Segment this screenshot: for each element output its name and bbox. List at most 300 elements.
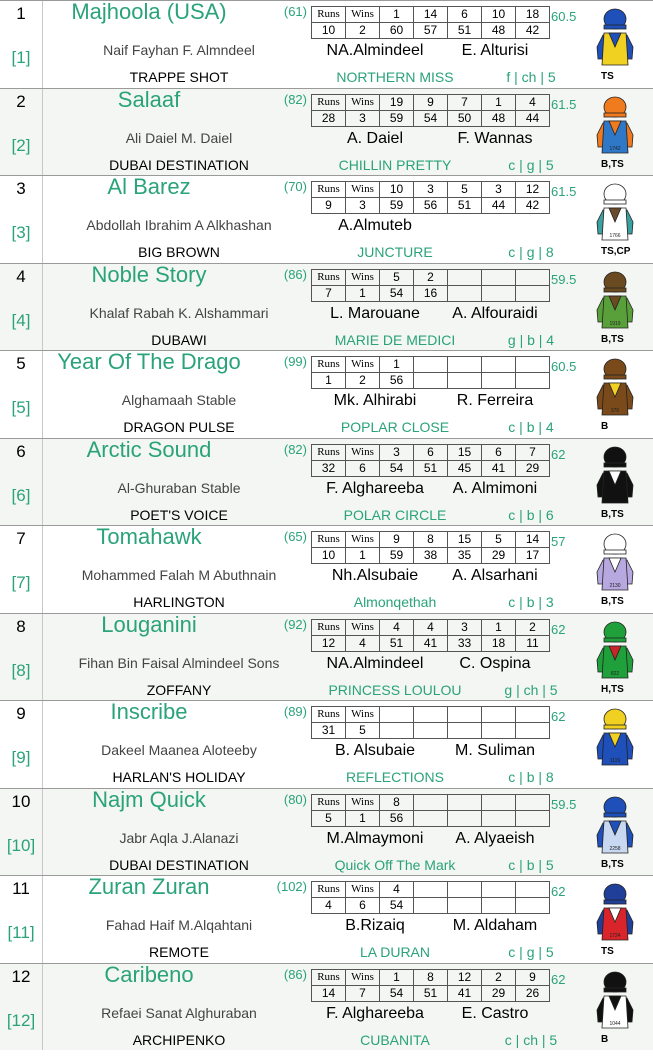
form-cell: 4	[516, 94, 550, 110]
form-cell	[414, 357, 448, 373]
horse-rating: (65)	[283, 529, 307, 544]
form-table-top-row	[312, 794, 550, 810]
carried-weight: 60.5	[551, 9, 577, 24]
sire-name: HARLINGTON	[133, 594, 225, 610]
draw-number: [9]	[11, 748, 31, 767]
runs-label: Runs	[312, 94, 346, 110]
runner-number: 1	[16, 4, 26, 23]
jockey-silk-icon	[593, 7, 637, 69]
form-cell	[482, 898, 516, 914]
runs-value: 7	[312, 285, 346, 301]
form-cell: 41	[414, 635, 448, 651]
sex-color-age: c | g | 8	[508, 244, 554, 260]
wins-value: 3	[346, 198, 380, 214]
owner-name: Fahad Haif M.Alqahtani	[105, 917, 253, 933]
form-cell	[516, 898, 550, 914]
trainer-name[interactable]: E. Castro	[461, 1004, 529, 1022]
form-cell	[448, 810, 482, 826]
sex-color-age: c | b | 5	[508, 856, 554, 873]
jockey-silk-icon	[593, 182, 637, 244]
runner-row[interactable]	[0, 963, 653, 1051]
runner-row[interactable]	[0, 263, 653, 351]
jockey-silk-icon	[593, 970, 637, 1032]
trainer-name[interactable]: E. Alturisi	[461, 42, 529, 59]
dam-name: MARIE DE MEDICI	[334, 331, 456, 348]
form-cell: 56	[380, 810, 414, 826]
horse-rating: (82)	[283, 441, 307, 457]
form-cell: 41	[448, 985, 482, 1001]
sire-name: ARCHIPENKO	[132, 1031, 226, 1048]
form-cell: 33	[448, 635, 482, 651]
jockey-silk-icon	[593, 707, 637, 769]
sex-color-age: c | b | 3	[508, 594, 554, 610]
form-cell: 3	[482, 182, 516, 198]
jockey-silk-icon	[593, 270, 637, 332]
runner-row[interactable]	[0, 175, 653, 263]
horse-rating: (80)	[283, 791, 307, 807]
wins-label: Wins	[346, 7, 380, 23]
horse-name[interactable]: Arctic Sound	[86, 436, 212, 462]
wins-value: 6	[346, 460, 380, 476]
carried-weight: 62	[551, 884, 566, 899]
form-cell: 44	[516, 110, 550, 126]
form-table-top-row	[312, 182, 550, 198]
form-table-bottom-row	[312, 460, 550, 476]
trainer-name[interactable]: A. Alfouraidi	[452, 304, 538, 322]
wins-label: Wins	[346, 444, 380, 460]
form-table-top-row	[312, 7, 550, 23]
wins-label: Wins	[346, 619, 380, 635]
form-cell	[414, 707, 448, 723]
silk-number: 1766	[609, 233, 621, 239]
jockey-silk-icon	[593, 532, 637, 594]
form-cell	[516, 373, 550, 389]
equipment-code: H,TS	[601, 683, 624, 695]
jockey-name[interactable]: NA.Almindeel	[326, 654, 424, 672]
owner-name: Fihan Bin Faisal Almindeel Sons	[78, 654, 280, 671]
runs-label: Runs	[312, 182, 346, 198]
wins-label: Wins	[346, 794, 380, 810]
form-cell: 29	[482, 548, 516, 564]
jockey-name[interactable]: M.Almaymoni	[326, 829, 424, 847]
runs-label: Runs	[312, 357, 346, 373]
form-cell	[448, 357, 482, 373]
draw-number: [2]	[11, 135, 31, 155]
wins-value: 5	[346, 723, 380, 739]
runs-label: Runs	[312, 7, 346, 23]
jockey-name[interactable]: A. Daiel	[346, 129, 404, 147]
form-table-bottom-row	[312, 23, 550, 39]
draw-number: [3]	[11, 223, 31, 242]
form-table	[311, 356, 550, 389]
sex-color-age: c | b | 8	[508, 769, 554, 785]
trainer-name[interactable]: R. Ferreira	[456, 392, 534, 409]
form-cell: 54	[414, 110, 448, 126]
jockey-name[interactable]: L. Marouane	[330, 304, 420, 322]
horse-name[interactable]: Year Of The Drago	[57, 349, 241, 374]
form-cell: 1	[380, 357, 414, 373]
form-cell: 5	[482, 532, 516, 548]
runner-row[interactable]	[0, 88, 653, 176]
form-cell	[482, 723, 516, 739]
carried-weight: 62	[551, 446, 566, 462]
draw-number: [8]	[11, 660, 31, 680]
form-cell: 17	[516, 548, 550, 564]
jockey-name[interactable]: Mk. Alhirabi	[333, 392, 417, 409]
runner-row[interactable]	[0, 875, 653, 963]
runner-row[interactable]	[0, 350, 653, 438]
form-cell	[482, 810, 516, 826]
form-cell	[516, 794, 550, 810]
runs-label: Runs	[312, 707, 346, 723]
wins-value: 1	[346, 548, 380, 564]
runner-row[interactable]	[0, 613, 653, 701]
dam-name: NORTHERN MISS	[336, 69, 454, 85]
wins-label: Wins	[346, 357, 380, 373]
horse-rating: (82)	[283, 91, 307, 107]
horse-name[interactable]: Louganini	[101, 611, 197, 637]
equipment-code: TS	[601, 946, 614, 957]
form-cell	[380, 707, 414, 723]
form-cell: 1	[482, 619, 516, 635]
trainer-name[interactable]: A. Almimoni	[452, 479, 538, 497]
jockey-name[interactable]: A.Almuteb	[338, 217, 412, 234]
sire-name: REMOTE	[149, 944, 209, 960]
wins-value: 6	[346, 898, 380, 914]
form-cell: 4	[380, 882, 414, 898]
runner-row[interactable]	[0, 788, 653, 876]
runner-row[interactable]	[0, 0, 653, 88]
jockey-silk-icon	[593, 882, 637, 944]
form-cell: 29	[482, 985, 516, 1001]
form-cell: 15	[448, 444, 482, 460]
runs-value: 31	[312, 723, 346, 739]
draw-number: [5]	[11, 398, 31, 417]
form-cell: 48	[482, 110, 516, 126]
form-table-bottom-row	[312, 810, 550, 826]
carried-weight: 62	[551, 971, 566, 987]
form-table-bottom-row	[312, 985, 550, 1001]
form-cell: 54	[380, 285, 414, 301]
runner-number: 4	[16, 266, 26, 286]
form-table-bottom-row	[312, 898, 550, 914]
wins-value: 7	[346, 985, 380, 1001]
horse-rating: (92)	[283, 616, 307, 632]
jockey-name[interactable]: F. Algharееba	[326, 1004, 424, 1022]
form-cell: 1	[380, 7, 414, 23]
dam-name: LA DURAN	[359, 944, 431, 960]
form-cell: 3	[380, 444, 414, 460]
form-cell: 59	[380, 198, 414, 214]
form-table-top-row	[312, 94, 550, 110]
equipment-code: B,TS	[601, 858, 624, 870]
jockey-name[interactable]: B.Rizaiq	[345, 917, 405, 934]
form-cell	[448, 269, 482, 285]
trainer-name[interactable]: M. Suliman	[454, 742, 536, 759]
jockey-name[interactable]: Nh.Alsubaie	[331, 567, 419, 584]
form-cell	[482, 373, 516, 389]
sire-name: ZOFFANY	[146, 681, 212, 698]
runner-number: 5	[16, 354, 26, 373]
form-cell: 3	[448, 619, 482, 635]
horse-name[interactable]: Salaaf	[117, 86, 181, 112]
form-cell	[516, 285, 550, 301]
form-cell: 56	[380, 373, 414, 389]
carried-weight: 60.5	[551, 359, 577, 374]
runs-value: 28	[312, 110, 346, 126]
form-cell: 29	[516, 460, 550, 476]
owner-name: Al-Ghuraban Stable	[117, 479, 241, 496]
wins-value: 3	[346, 110, 380, 126]
form-cell	[414, 810, 448, 826]
draw-number: [4]	[11, 310, 31, 330]
horse-name[interactable]: Zuran Zuran	[88, 874, 210, 899]
horse-name[interactable]: Caribeno	[104, 961, 194, 987]
form-cell: 1	[380, 969, 414, 985]
wins-value: 4	[346, 635, 380, 651]
draw-number: [1]	[11, 48, 31, 67]
jockey-name[interactable]: F. Algharееba	[326, 479, 424, 497]
form-cell	[516, 269, 550, 285]
runner-number: 3	[16, 179, 26, 198]
runs-value: 14	[312, 985, 346, 1001]
trainer-name[interactable]: M. Aldaham	[452, 917, 538, 934]
carried-weight: 59.5	[551, 271, 577, 287]
form-cell: 56	[414, 198, 448, 214]
wins-label: Wins	[346, 882, 380, 898]
sex-color-age: c | ch | 5	[504, 1031, 558, 1048]
equipment-code: B,TS	[601, 508, 624, 520]
form-cell: 12	[448, 969, 482, 985]
horse-name[interactable]: Noble Story	[91, 261, 207, 287]
silk-number: 1044	[609, 1020, 621, 1027]
form-cell	[414, 898, 448, 914]
form-table-top-row	[312, 969, 550, 985]
form-cell: 10	[482, 7, 516, 23]
form-table	[311, 181, 550, 214]
horse-name[interactable]: Majhoola (USA)	[71, 0, 227, 24]
form-table	[311, 6, 550, 39]
sire-name: DUBAWI	[151, 331, 207, 348]
form-cell	[482, 794, 516, 810]
horse-rating: (70)	[283, 179, 307, 194]
silk-number: 2258	[609, 845, 621, 852]
form-cell: 6	[448, 7, 482, 23]
runs-value: 12	[312, 635, 346, 651]
horse-rating: (99)	[283, 354, 307, 369]
runner-row[interactable]	[0, 438, 653, 526]
form-cell	[448, 707, 482, 723]
horse-name[interactable]: Tomahawk	[96, 524, 202, 549]
form-cell: 18	[516, 7, 550, 23]
form-table	[311, 94, 550, 127]
owner-name: Khalaf Rabah K. Alshammari	[89, 304, 269, 321]
form-cell	[516, 810, 550, 826]
runs-value: 10	[312, 23, 346, 39]
draw-number: [6]	[11, 485, 31, 505]
wins-value: 2	[346, 373, 380, 389]
horse-rating: (89)	[283, 704, 307, 719]
owner-name: Refaei Sanat Alghuraban	[101, 1004, 257, 1021]
form-cell: 35	[448, 548, 482, 564]
horse-name[interactable]: Najm Quick	[92, 786, 206, 812]
horse-name[interactable]: Al Barez	[107, 174, 191, 199]
trainer-name[interactable]: C. Ospina	[459, 654, 531, 672]
form-table-bottom-row	[312, 548, 550, 564]
runs-label: Runs	[312, 969, 346, 985]
runs-value: 32	[312, 460, 346, 476]
form-cell: 16	[414, 285, 448, 301]
form-cell: 41	[482, 460, 516, 476]
horse-rating: (86)	[283, 266, 307, 282]
sire-name: BIG BROWN	[138, 244, 220, 260]
form-table-bottom-row	[312, 373, 550, 389]
runner-number: 12	[11, 966, 31, 986]
owner-name: Mohammed Falah M Abuthnain	[81, 567, 277, 583]
form-cell: 51	[380, 635, 414, 651]
dam-name: JUNCTURE	[357, 244, 433, 260]
form-cell: 14	[516, 532, 550, 548]
carried-weight: 61.5	[551, 96, 577, 112]
sire-name: DUBAI DESTINATION	[109, 856, 249, 873]
form-cell: 9	[380, 532, 414, 548]
form-cell	[516, 357, 550, 373]
dam-name: POPLAR CLOSE	[340, 419, 450, 435]
form-cell: 60	[380, 23, 414, 39]
runner-number: 11	[12, 879, 30, 898]
jockey-silk-icon	[593, 357, 637, 419]
carried-weight: 62	[551, 709, 566, 724]
form-cell	[448, 882, 482, 898]
equipment-code: B,TS	[601, 158, 624, 170]
form-table-top-row	[312, 532, 550, 548]
form-cell	[414, 723, 448, 739]
form-table-bottom-row	[312, 285, 550, 301]
form-cell	[482, 357, 516, 373]
form-cell	[482, 285, 516, 301]
form-cell: 15	[448, 532, 482, 548]
form-cell: 54	[380, 985, 414, 1001]
carried-weight: 62	[551, 621, 566, 637]
form-cell: 50	[448, 110, 482, 126]
form-cell: 11	[516, 635, 550, 651]
jockey-silk-icon	[593, 95, 637, 157]
sire-name: POET'S VOICE	[130, 506, 228, 523]
horse-rating: (102)	[276, 879, 307, 894]
dam-name: POLAR CIRCLE	[343, 506, 447, 523]
runs-value: 5	[312, 810, 346, 826]
form-cell: 42	[516, 198, 550, 214]
horse-rating: (86)	[283, 966, 307, 982]
form-cell	[414, 882, 448, 898]
silk-number: 376	[610, 408, 620, 414]
dam-name: PRINCESS LOULOU	[328, 681, 462, 698]
sex-color-age: c | b | 4	[508, 419, 554, 435]
dam-name: Almonqethah	[353, 594, 437, 610]
owner-name: Alghamaah Stable	[121, 392, 237, 408]
equipment-code: B,TS	[601, 333, 624, 345]
sex-color-age: g | b | 4	[507, 331, 555, 348]
form-cell: 5	[448, 182, 482, 198]
jockey-silk-icon	[593, 620, 637, 682]
form-cell: 51	[448, 23, 482, 39]
runner-number: 2	[16, 91, 26, 111]
form-cell: 5	[380, 269, 414, 285]
wins-value: 1	[346, 810, 380, 826]
horse-name[interactable]: Inscribe	[110, 699, 188, 724]
runs-label: Runs	[312, 882, 346, 898]
runs-value: 1	[312, 373, 346, 389]
silk-number: 2130	[609, 583, 621, 589]
form-cell: 54	[380, 898, 414, 914]
form-table-top-row	[312, 269, 550, 285]
trainer-name[interactable]: A. Alyaeish	[455, 829, 535, 847]
form-cell: 14	[414, 7, 448, 23]
form-table	[311, 444, 550, 477]
form-cell	[414, 794, 448, 810]
form-table-top-row	[312, 707, 550, 723]
form-table	[311, 619, 550, 652]
form-cell: 6	[482, 444, 516, 460]
form-cell: 45	[448, 460, 482, 476]
form-cell: 8	[414, 969, 448, 985]
runs-value: 4	[312, 898, 346, 914]
runs-label: Runs	[312, 532, 346, 548]
form-cell: 51	[414, 460, 448, 476]
jockey-silk-icon	[593, 445, 637, 507]
form-table-top-row	[312, 444, 550, 460]
runner-row[interactable]	[0, 525, 653, 613]
runs-label: Runs	[312, 619, 346, 635]
form-cell: 18	[482, 635, 516, 651]
runs-value: 9	[312, 198, 346, 214]
form-cell: 10	[380, 182, 414, 198]
draw-number: [10]	[6, 835, 36, 855]
form-table-bottom-row	[312, 198, 550, 214]
form-cell: 19	[380, 94, 414, 110]
silk-number: 1919	[609, 320, 621, 327]
sire-name: HARLAN'S HOLIDAY	[112, 769, 246, 785]
form-cell: 4	[414, 619, 448, 635]
runner-row[interactable]	[0, 700, 653, 788]
form-cell: 7	[448, 94, 482, 110]
sex-color-age: c | g | 5	[508, 156, 554, 173]
wins-label: Wins	[346, 969, 380, 985]
draw-number: [11]	[7, 923, 35, 942]
form-table	[311, 706, 550, 739]
form-cell: 48	[482, 23, 516, 39]
form-table-bottom-row	[312, 723, 550, 739]
form-cell: 2	[516, 619, 550, 635]
form-table	[311, 531, 550, 564]
trainer-name[interactable]: A. Alsarhani	[452, 567, 538, 584]
form-cell: 7	[516, 444, 550, 460]
form-cell: 59	[380, 548, 414, 564]
trainer-name[interactable]: F. Wannas	[457, 129, 533, 147]
runner-number: 7	[16, 529, 26, 548]
wins-label: Wins	[346, 182, 380, 198]
jockey-name[interactable]: NA.Almindeel	[326, 42, 424, 59]
runs-label: Runs	[312, 269, 346, 285]
owner-name: Naif Fayhan F. Almndeel	[103, 42, 255, 58]
wins-value: 1	[346, 285, 380, 301]
jockey-name[interactable]: B. Alsubaie	[334, 742, 416, 759]
owner-name: Abdollah Ibrahim A Alkhashan	[86, 217, 272, 233]
form-cell: 42	[516, 23, 550, 39]
dam-name: CUBANITA	[360, 1031, 430, 1048]
draw-number: [7]	[11, 573, 31, 592]
form-cell: 44	[482, 198, 516, 214]
